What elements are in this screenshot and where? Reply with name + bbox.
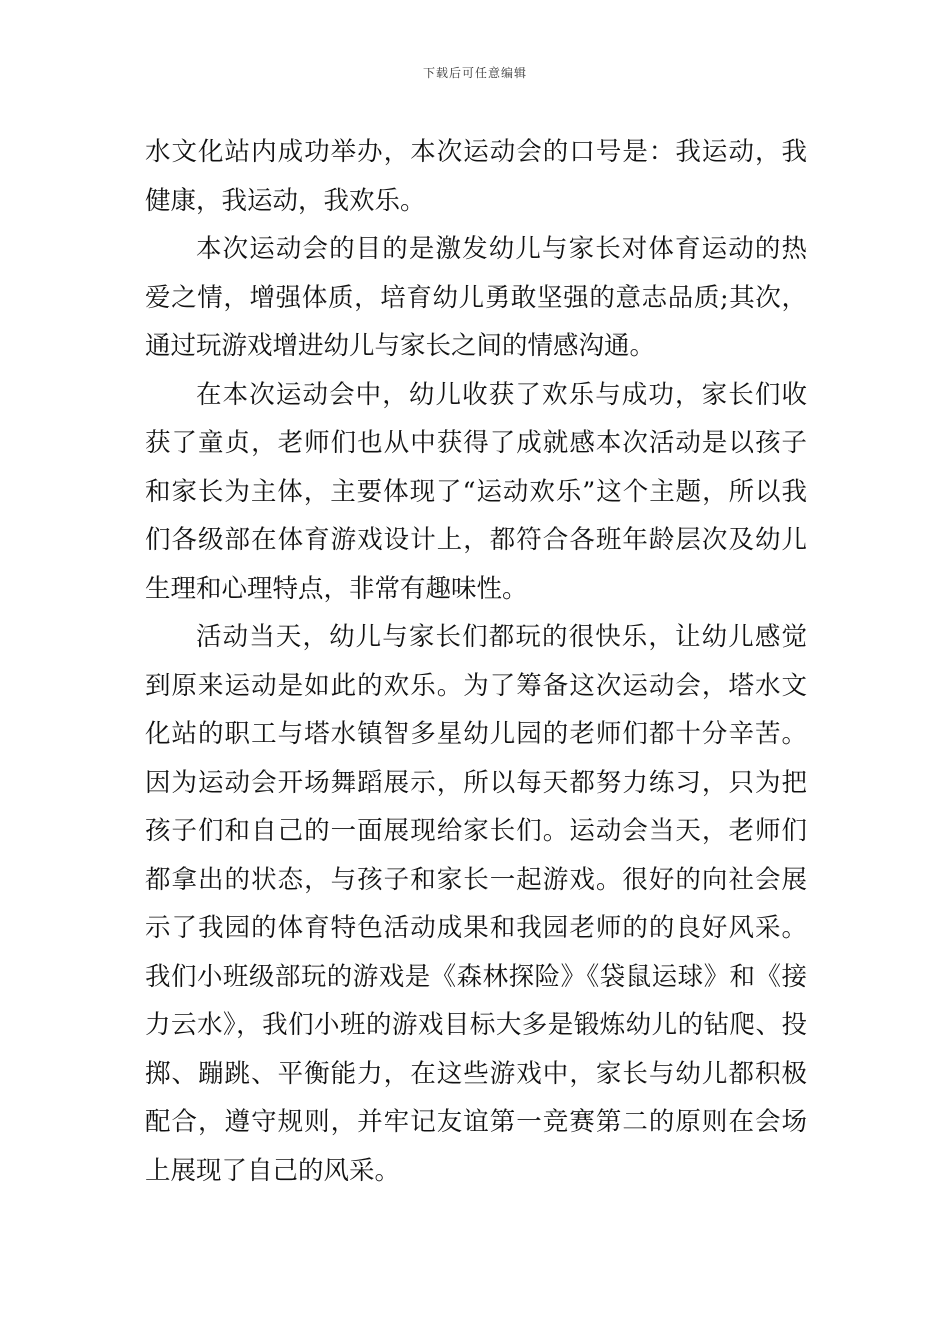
header-note: 下载后可任意编辑 <box>422 66 527 80</box>
paragraph-activity-day: 活动当天，幼儿与家长们都玩的很快乐，让幼儿感觉到原来运动是如此的欢乐。为了筹备这次运动会，塔水文化站的职工与塔水镇智多星幼儿园的老师们都十分辛苦。因为运动会开场舞蹈展示，所以每天都努力练习，只为把孩子们和自己的一面展现给家长们。运动会当天，老师们都拿出的状态，与孩子和家长一起游戏。很好的向社会展示了我园的体育特色活动成果和我园老师的的良好风采。我们小班级部玩的游戏是《森林探险》《袋鼠运球》和《接力云水》，我们小班的游戏目标大多是锻炼幼儿的钻爬、投掷、蹦跳、平衡能力，在这些游戏中，家长与幼儿都积极配合，遵守规则，并牢记友谊第一竞赛第二的原则在会场上展现了自己的风采。 <box>145 622 807 1186</box>
document-body <box>145 128 807 1195</box>
paragraph-purpose: 本次运动会的目的是激发幼儿与家长对体育运动的热爱之情，增强体质，培育幼儿勇敢坚强的意志品质;其次，通过玩游戏增进幼儿与家长之间的情感沟通。 <box>145 234 807 361</box>
paragraph-gains: 在本次运动会中，幼儿收获了欢乐与成功，家长们收获了童贞，老师们也从中获得了成就感本次活动是以孩子和家长为主体，主要体现了“运动欢乐”这个主题，所以我们各级部在体育游戏设计上，都符合各班年龄层次及幼儿生理和心理特点，非常有趣味性。 <box>145 379 807 604</box>
paragraph-continuation: 水文化站内成功举办，本次运动会的口号是：我运动，我健康，我运动，我欢乐。 <box>145 137 807 216</box>
